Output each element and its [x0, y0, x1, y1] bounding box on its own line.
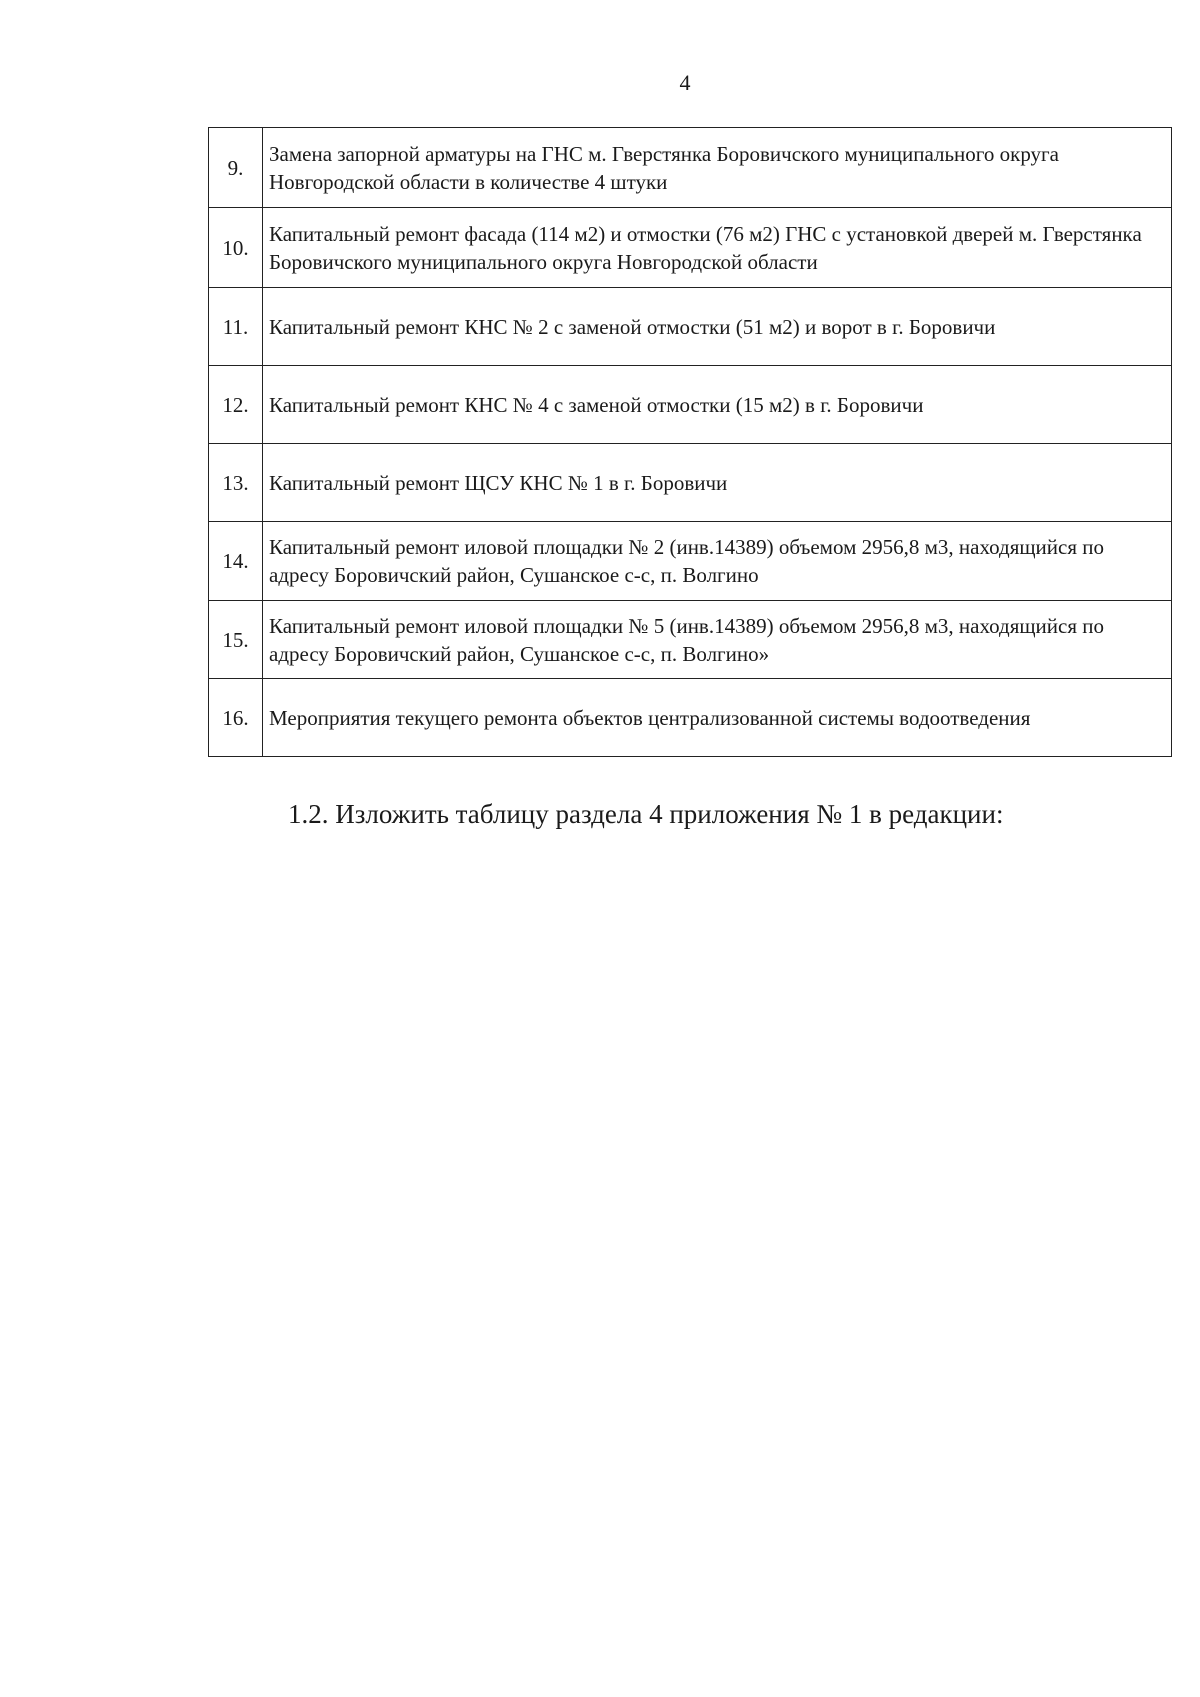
table-row [209, 522, 1172, 601]
row-description: Замена запорной арматуры на ГНС м. Гверстянка Боровичского муниципального округа Новгородской области в количестве 4 штуки [263, 128, 1172, 208]
table-row [209, 366, 1172, 444]
table-row [209, 679, 1172, 757]
row-number: 12. [209, 366, 263, 444]
row-number: 14. [209, 522, 263, 601]
row-description: Капитальный ремонт КНС № 2 с заменой отмостки (51 м2) и ворот в г. Боровичи [263, 288, 1172, 366]
instruction-paragraph: 1.2. Изложить таблицу раздела 4 приложения № 1 в редакции: [288, 799, 1004, 829]
row-number: 13. [209, 444, 263, 522]
row-number: 10. [209, 208, 263, 288]
table-row [209, 444, 1172, 522]
row-number: 9. [209, 128, 263, 208]
table-row [209, 288, 1172, 366]
row-description: Капитальный ремонт фасада (114 м2) и отмостки (76 м2) ГНС с установкой дверей м. Гверстянка Боровичского муниципального округа Новгородской области [263, 208, 1172, 288]
page-number: 4 [679, 70, 691, 95]
table-row [209, 128, 1172, 208]
row-description: Капитальный ремонт иловой площадки № 2 (инв.14389) объемом 2956,8 м3, находящийся по адресу Боровичский район, Сушанское с-с, п. Волгино [263, 522, 1172, 601]
row-number: 16. [209, 679, 263, 757]
works-table [208, 127, 1172, 757]
row-description: Капитальный ремонт КНС № 4 с заменой отмостки (15 м2) в г. Боровичи [263, 366, 1172, 444]
row-number: 15. [209, 601, 263, 679]
row-number: 11. [209, 288, 263, 366]
table-row [209, 601, 1172, 679]
row-description: Капитальный ремонт ЩСУ КНС № 1 в г. Боровичи [263, 444, 1172, 522]
row-description: Капитальный ремонт иловой площадки № 5 (инв.14389) объемом 2956,8 м3, находящийся по адресу Боровичский район, Сушанское с-с, п. Волгино» [263, 601, 1172, 679]
table-row [209, 208, 1172, 288]
row-description: Мероприятия текущего ремонта объектов централизованной системы водоотведения [263, 679, 1172, 757]
